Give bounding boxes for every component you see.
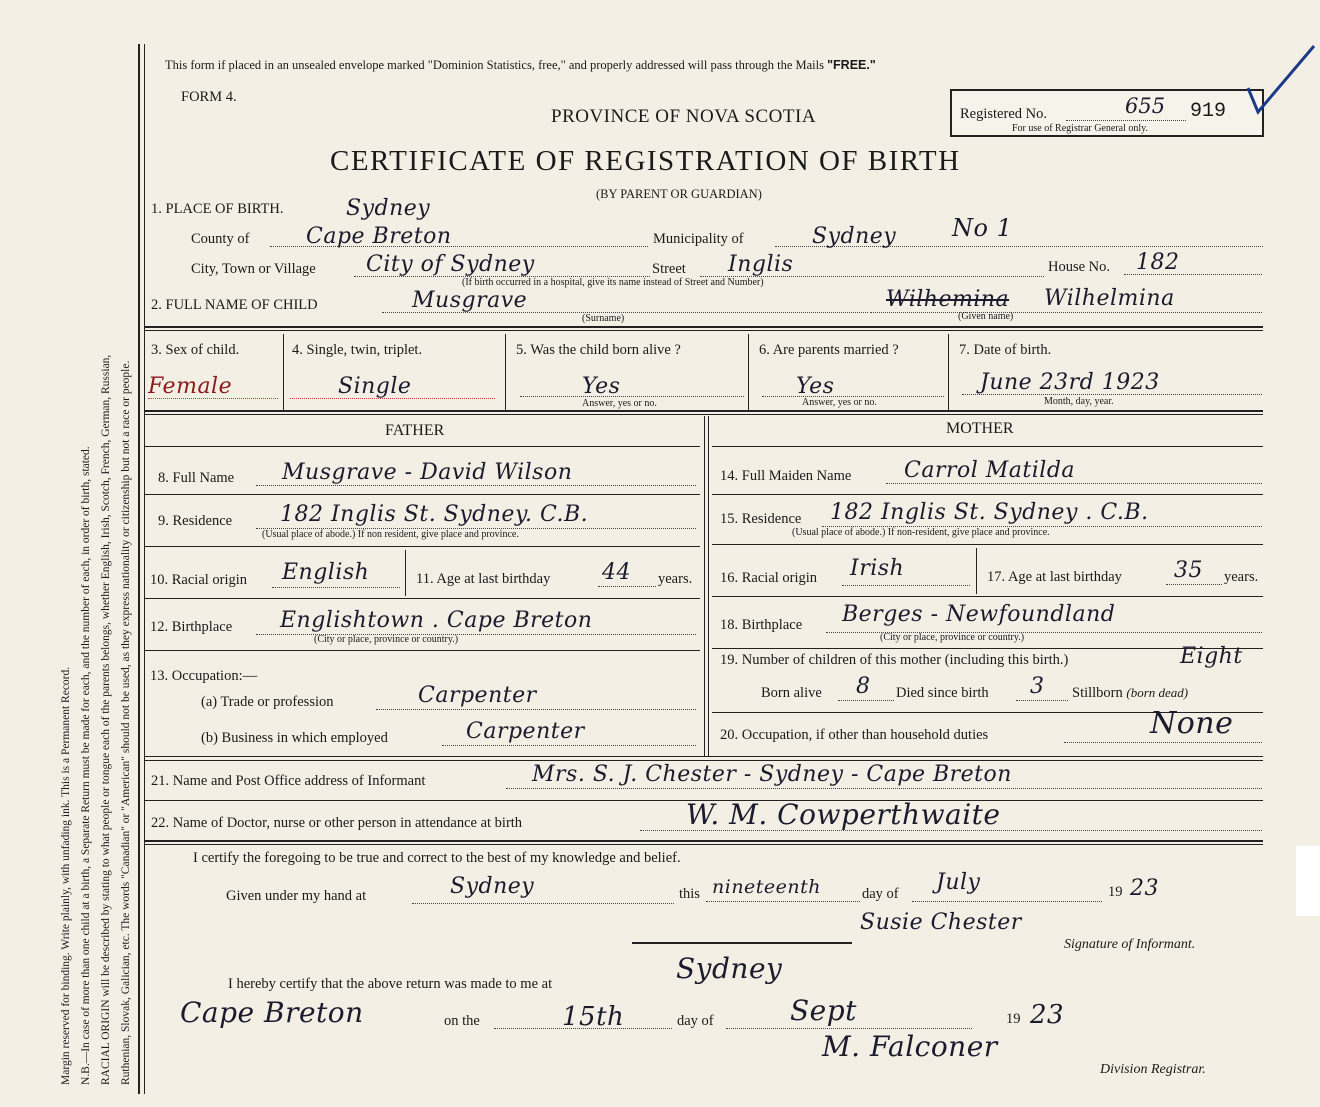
margin-note-racial-origin-2: Ruthenian, Slovak, Galician, etc. The words "Canadian" or "American" should not be used, as they express nationality or citizenship but not a race or people. [120,360,132,1085]
children-count-label: 19. Number of children of this mother (including this birth.) [720,652,1069,668]
street-label: Street [652,261,686,277]
municipality-value: Sydney [812,224,897,249]
father-age-value: 44 [602,560,631,585]
birth-date-note: Month, day, year. [1044,396,1114,407]
father-line-12 [145,650,700,651]
mother-age-sep [976,548,977,594]
margin-note-binding: Margin reserved for binding. Write plainly, with unfading ink. This is a Permanent Record. [60,666,72,1085]
divider-3b [145,760,1263,761]
mother-age-value: 35 [1174,558,1203,583]
registrar-certify-text: I hereby certify that the above return was made to me at [228,976,553,992]
mother-racial-value: Irish [850,556,905,581]
reg-month-value: Sept [790,994,857,1027]
margin-note-racial-origin: RACIAL ORIGIN will be described by stating to what people or tongue each of the parents belongs, whether English, Irish, Scotch, French, German, Russian, [100,354,112,1085]
died-label: Died since birth [896,685,989,701]
row3-sep-3 [748,334,749,410]
row3-sep-2 [505,334,506,410]
mother-racial-dots [842,585,970,586]
father-racial-dots [272,587,400,588]
given-dots [870,312,1262,313]
born-alive-count-dots [838,700,894,701]
birth-date-label: 7. Date of birth. [959,342,1052,358]
born-alive-dots [520,396,744,397]
sex-label: 3. Sex of child. [151,342,240,358]
registered-dots [1066,120,1186,121]
father-birthplace-label: 12. Birthplace [150,619,233,635]
city-value: City of Sydney [366,252,535,277]
divider-3 [145,756,1263,757]
division-registrar-label: Division Registrar. [1100,1062,1206,1077]
place-of-birth-label: 1. PLACE OF BIRTH. [151,201,284,217]
mother-residence-note: (Usual place of abode.) If non-resident, give place and province. [792,527,1050,538]
father-name-dots [256,485,696,486]
father-residence-note: (Usual place of abode.) If non resident, give place and province. [262,529,519,540]
father-trade-dots [376,709,696,710]
stillborn-note: (born dead) [1126,685,1189,700]
born-alive-question: 5. Was the child born alive ? [516,342,681,358]
father-residence-label: 9. Residence [158,513,233,529]
city-label: City, Town or Village [191,261,316,277]
reg-month-dots [726,1028,972,1029]
sex-value: Female [148,374,233,399]
father-name-label: 8. Full Name [158,470,235,486]
child-name-label: 2. FULL NAME OF CHILD [151,297,318,313]
surname-value: Musgrave [412,288,528,313]
mother-name-dots [886,483,1262,484]
reg-day-value: 15th [562,1002,625,1032]
informant-value: Mrs. S. J. Chester - Sydney - Cape Breton [532,762,1012,787]
informant-signature: Susie Chester [860,910,1022,935]
father-age-label: 11. Age at last birthday [416,571,551,587]
surname-note: (Surname) [582,313,625,324]
county-label: County of [191,231,250,247]
given-place-value: Sydney [450,874,535,899]
mother-occupation-dots [1064,742,1262,743]
attendant-label: 22. Name of Doctor, nurse or other person in attendance at birth [151,815,523,831]
mother-birthplace-label: 18. Birthplace [720,617,803,633]
given-name-note: (Given name) [958,311,1014,322]
signature-label: Signature of Informant. [1064,937,1196,952]
father-head-line [145,446,700,447]
informant-dots [506,788,1262,789]
father-line-9 [145,546,700,547]
registrar-signature: M. Falconer [822,1030,998,1063]
plurality-label: 4. Single, twin, triplet. [292,342,423,358]
day-dots [706,901,860,902]
registered-label: Registered No. [960,106,1047,122]
plurality-value: Single [338,374,412,399]
margin-border-inner [144,44,145,1094]
given-place-dots [412,903,674,904]
certificate-subtitle: (BY PARENT OR GUARDIAN) [596,187,762,201]
divider-2 [145,410,1263,412]
street-value: Inglis [728,252,794,277]
given-name-value: Wilhelmina [1044,286,1175,311]
divider-5b [145,844,1263,845]
year-suffix: 23 [1130,876,1159,901]
attendant-value: W. M. Cowperthwaite [686,798,1001,831]
check-mark [1240,40,1320,125]
registrar-place: Sydney [676,952,783,985]
father-line-10 [145,598,700,599]
hospital-note: (If birth occurred in a hospital, give its name instead of Street and Number) [462,277,764,288]
reg-year-suffix: 23 [1030,1000,1065,1030]
father-occupation-label: 13. Occupation:— [150,668,258,684]
mother-birthplace-note: (City or place, province or country.) [880,632,1025,643]
place-of-birth-value: Sydney [346,196,431,221]
mother-occupation-label: 20. Occupation, if other than household duties [720,727,989,743]
father-trade-label: (a) Trade or profession [201,694,334,710]
registrar-note: For use of Registrar General only. [1012,123,1148,134]
born-alive-count-label: Born alive [761,685,822,701]
margin-border [138,44,140,1094]
father-heading: FATHER [385,422,445,439]
stillborn-label [1072,685,1188,702]
mother-line-16 [712,596,1263,597]
on-the-label: on the [444,1013,480,1029]
mother-residence-value: 182 Inglis St. Sydney . C.B. [830,500,1149,525]
mother-birthplace-value: Berges - Newfoundland [842,602,1116,627]
house-value: 182 [1136,250,1180,275]
born-alive-answer: Yes [582,374,621,399]
mother-occupation-value: None [1150,706,1234,741]
row3-sep-4 [948,334,949,410]
day-of-label: day of [862,886,899,902]
stillborn-text: Stillborn [1072,685,1123,701]
birth-date-value: June 23rd 1923 [980,370,1160,395]
married-answer: Yes [796,374,835,399]
father-racial-value: English [282,560,370,585]
row3-sep-1 [283,334,284,410]
mother-age-dots [1166,584,1222,585]
mother-name-label: 14. Full Maiden Name [720,468,852,484]
married-question: 6. Are parents married ? [759,342,899,358]
divider-5 [145,840,1263,842]
father-business-value: Carpenter [466,719,585,744]
father-years-label: years. [658,571,693,587]
reg-year-prefix: 19 [1006,1011,1021,1027]
mother-residence-label: 15. Residence [720,511,802,527]
province-heading: PROVINCE OF NOVA SCOTIA [551,106,817,127]
month-value: July [936,870,981,895]
born-alive-note: Answer, yes or no. [582,398,657,409]
paper-edge [1296,846,1320,916]
given-name-struck: Wilhemina [886,287,1010,312]
registrar-county: Cape Breton [180,996,364,1029]
form-number: FORM 4. [181,89,237,105]
born-alive-count-value: 8 [856,674,871,699]
parent-divider-2 [708,416,709,756]
municipality-label: Municipality of [653,231,744,247]
father-racial-label: 10. Racial origin [150,572,248,588]
certify-text: I certify the foregoing to be true and correct to the best of my knowledge and belief. [193,850,681,866]
reg-day-of-label: day of [677,1013,714,1029]
father-birthplace-value: Englishtown . Cape Breton [280,608,593,633]
registrar-divider [632,942,852,944]
house-label: House No. [1048,259,1111,275]
day-value: nineteenth [712,876,822,898]
year-prefix: 19 [1108,884,1123,900]
father-line-8 [145,494,700,495]
father-business-dots [442,745,696,746]
died-dots [1016,700,1068,701]
mother-line-15 [712,544,1263,545]
married-note: Answer, yes or no. [802,397,877,408]
mother-age-label: 17. Age at last birthday [987,569,1122,585]
father-age-dots [598,586,656,587]
mother-years-label: years. [1224,569,1259,585]
mail-notice: This form if placed in an unsealed envelope marked "Dominion Statistics, free," and properly addressed will pass through the Mails "FREE." [165,58,876,72]
mother-heading: MOTHER [946,420,1014,437]
father-birthplace-note: (City or place, province or country.) [314,634,459,645]
registered-number-printed: 919 [1190,100,1227,123]
father-trade-value: Carpenter [418,683,537,708]
died-value: 3 [1030,674,1045,699]
divider-1 [145,326,1263,328]
divider-2b [145,414,1263,415]
informant-label: 21. Name and Post Office address of Informant [151,773,426,789]
margin-note-multiple-births: N.B.—In case of more than one child at a birth, a Separate Return must be made for each, and the number of each, in order of birth, stated. [80,446,92,1085]
parent-divider [704,416,705,756]
father-residence-value: 182 Inglis St. Sydney. C.B. [280,502,589,527]
municipality-no: No 1 [952,214,1013,242]
given-under-label: Given under my hand at [226,888,367,904]
divider-1b [145,330,1263,331]
registered-number-hw: 655 [1125,94,1166,118]
father-age-sep [405,550,406,596]
certificate-title: CERTIFICATE OF REGISTRATION OF BIRTH [330,145,961,177]
mother-name-value: Carrol Matilda [904,458,1076,483]
children-count-value: Eight [1180,644,1243,669]
mother-line-14 [712,494,1263,495]
father-business-label: (b) Business in which employed [201,730,388,746]
mother-head-line [712,446,1263,447]
mother-racial-label: 16. Racial origin [720,570,818,586]
month-dots [912,901,1102,902]
father-name-value: Musgrave - David Wilson [282,460,573,485]
county-value: Cape Breton [306,224,452,249]
this-label: this [679,886,700,902]
